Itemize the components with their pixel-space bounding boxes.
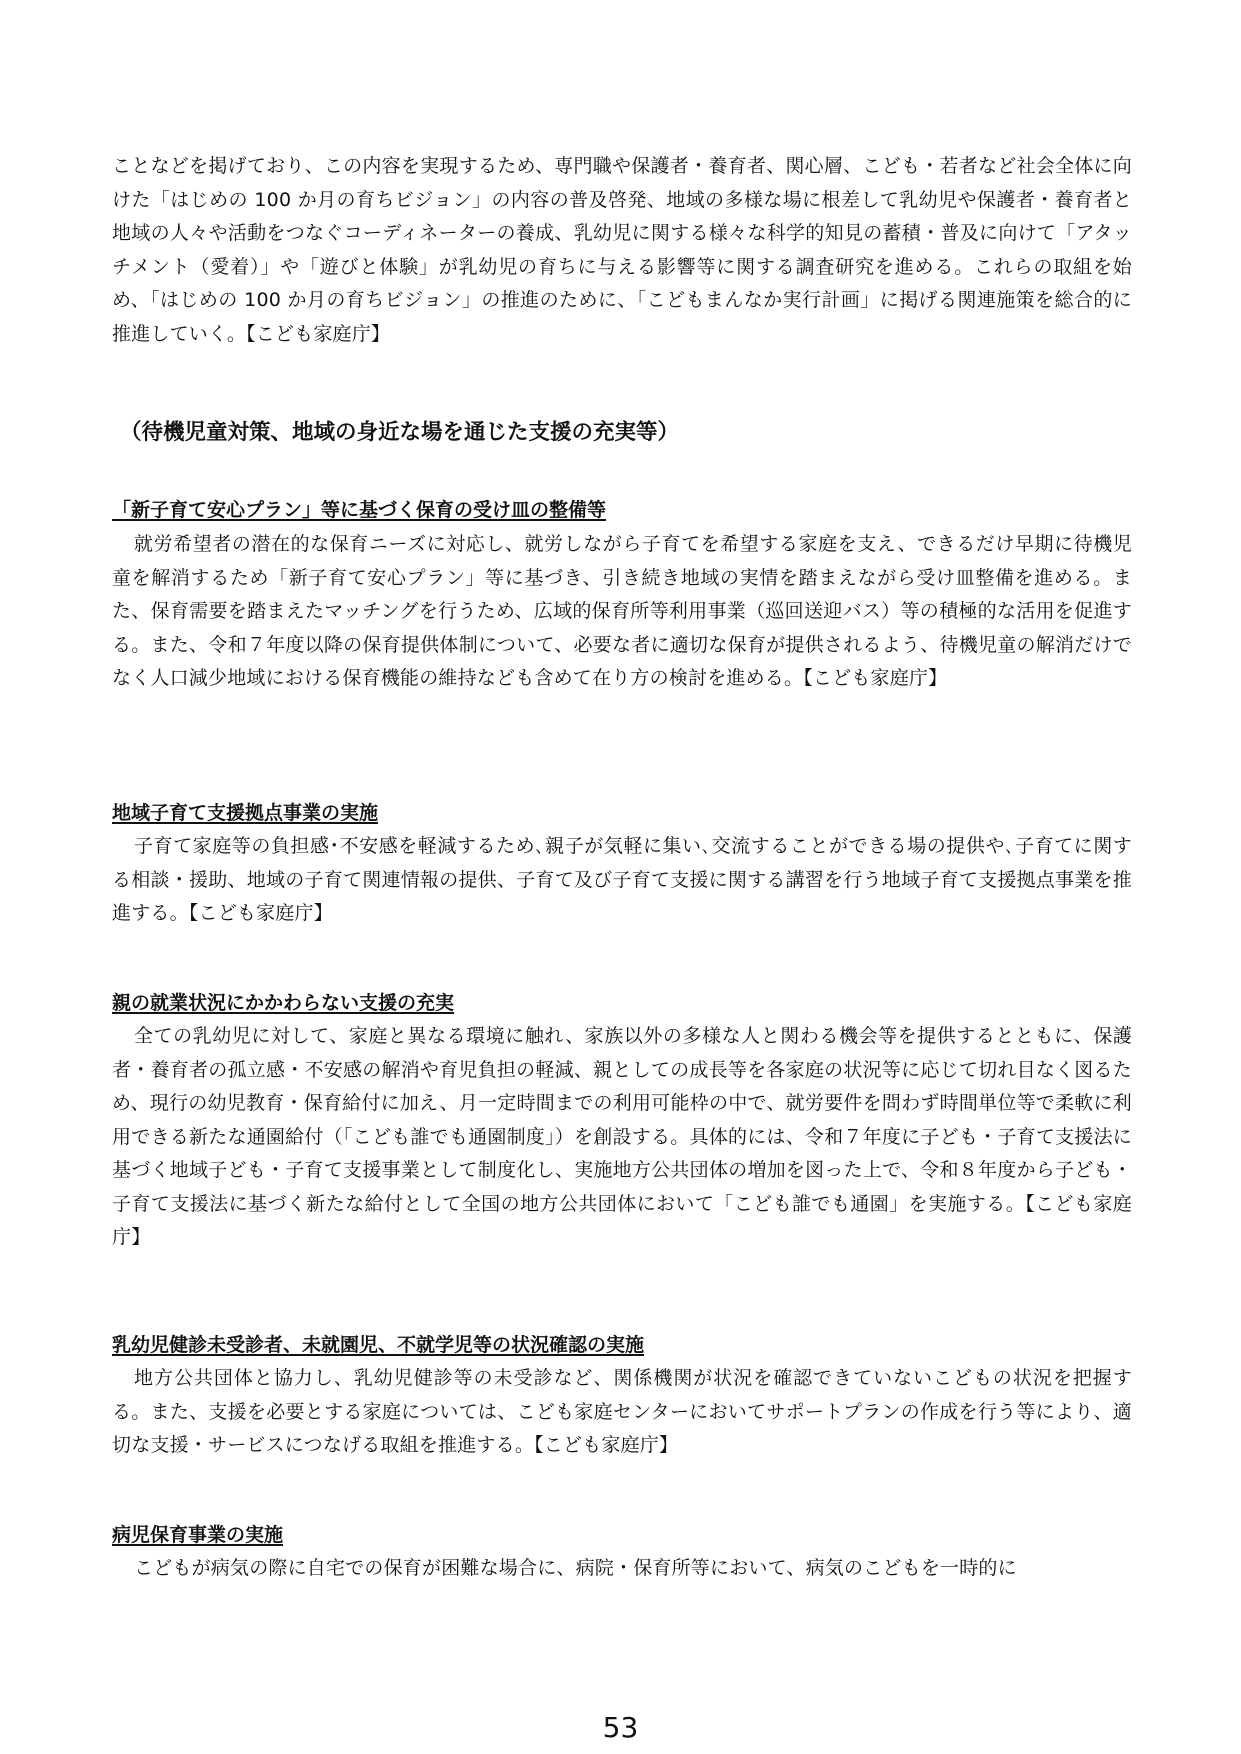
subsection-heading-employment-independent: 親の就業状況にかかわらない支援の充実 — [112, 992, 455, 1014]
section-heading: （待機児童対策、地域の身近な場を通じた支援の充実等） — [120, 420, 680, 445]
intro-paragraph: ことなどを掲げており、この内容を実現するため、専門職や保護者・養育者、関心層、こども・若者など社会全体に向けた「はじめの 100 か月の育ちビジョン」の内容の普及啓発、地域の多様な場に根差して乳幼児や保護者・養育者と地域の人々や活動をつなぐコーディネーターの養成、乳幼児に関する様々な科学的知見の蓄積・普及に向けて「アタッチメント（愛着）」や「遊びと体験」が乳幼児の育ちに与える影響等に関する調査研究を進める。これらの取組を始め、「はじめの 100 か月の育ちビジョン」の推進のために、「こどもまんなか実行計画」に掲げる関連施策を総合的に推進していく。【こども家庭庁】 — [112, 155, 1132, 345]
page-number: 53 — [602, 1711, 639, 1744]
subsection-body-sick-child-care: こどもが病気の際に自宅での保育が困難な場合に、病院・保育所等において、病気のこどもを一時的に — [134, 1557, 1017, 1579]
subsection-body-status-check: 地方公共団体と協力し、乳幼児健診等の未受診など、関係機関が状況を確認できていないこどもの状況を把握する。また、支援を必要とする家庭については、こども家庭センターにおいてサポートプランの作成を行う等により、適切な支援・サービスにつなげる取組を推進する。【こども家庭庁】 — [112, 1367, 1132, 1456]
subsection-heading-support-hub: 地域子育て支援拠点事業の実施 — [112, 802, 379, 824]
subsection-heading-sick-child-care: 病児保育事業の実施 — [112, 1524, 284, 1546]
subsection-body-support-hub: 子育て家庭等の負担感･不安感を軽減するため､親子が気軽に集い､交流することができる場の提供や､子育てに関する相談・援助、地域の子育て関連情報の提供、子育て及び子育て支援に関する講習を行う地域子育て支援拠点事業を推進する。【こども家庭庁】 — [112, 835, 1132, 924]
subsection-heading-childcare-plan: 「新子育て安心プラン」等に基づく保育の受け皿の整備等 — [112, 499, 607, 521]
subsection-body-employment-independent: 全ての乳幼児に対して、家庭と異なる環境に触れ、家族以外の多様な人と関わる機会等を提供するとともに、保護者・養育者の孤立感・不安感の解消や育児負担の軽減、親としての成長等を各家庭の状況等に応じて切れ目なく図るため、現行の幼児教育・保育給付に加え、月一定時間までの利用可能枠の中で、就労要件を問わず時間単位等で柔軟に利用できる新たな通園給付（「こども誰でも通園制度」）を創設する。具体的には、令和７年度に子ども・子育て支援法に基づく地域子ども・子育て支援事業として制度化し、実施地方公共団体の増加を図った上で、令和８年度から子ども・子育て支援法に基づく新たな給付として全国の地方公共団体において「こども誰でも通園」を実施する。【こども家庭庁】 — [112, 1025, 1132, 1248]
subsection-heading-status-check: 乳幼児健診未受診者、未就園児、不就学児等の状況確認の実施 — [112, 1334, 645, 1356]
subsection-body-childcare-plan: 就労希望者の潜在的な保育ニーズに対応し、就労しながら子育てを希望する家庭を支え、できるだけ早期に待機児童を解消するため「新子育て安心プラン」等に基づき、引き続き地域の実情を踏まえながら受け皿整備を進める。また、保育需要を踏まえたマッチングを行うため、広域的保育所等利用事業（巡回送迎バス）等の積極的な活用を促進する。また、令和７年度以降の保育提供体制について、必要な者に適切な保育が提供されるよう、待機児童の解消だけでなく人口減少地域における保育機能の維持なども含めて在り方の検討を進める。【こども家庭庁】 — [112, 533, 1132, 689]
